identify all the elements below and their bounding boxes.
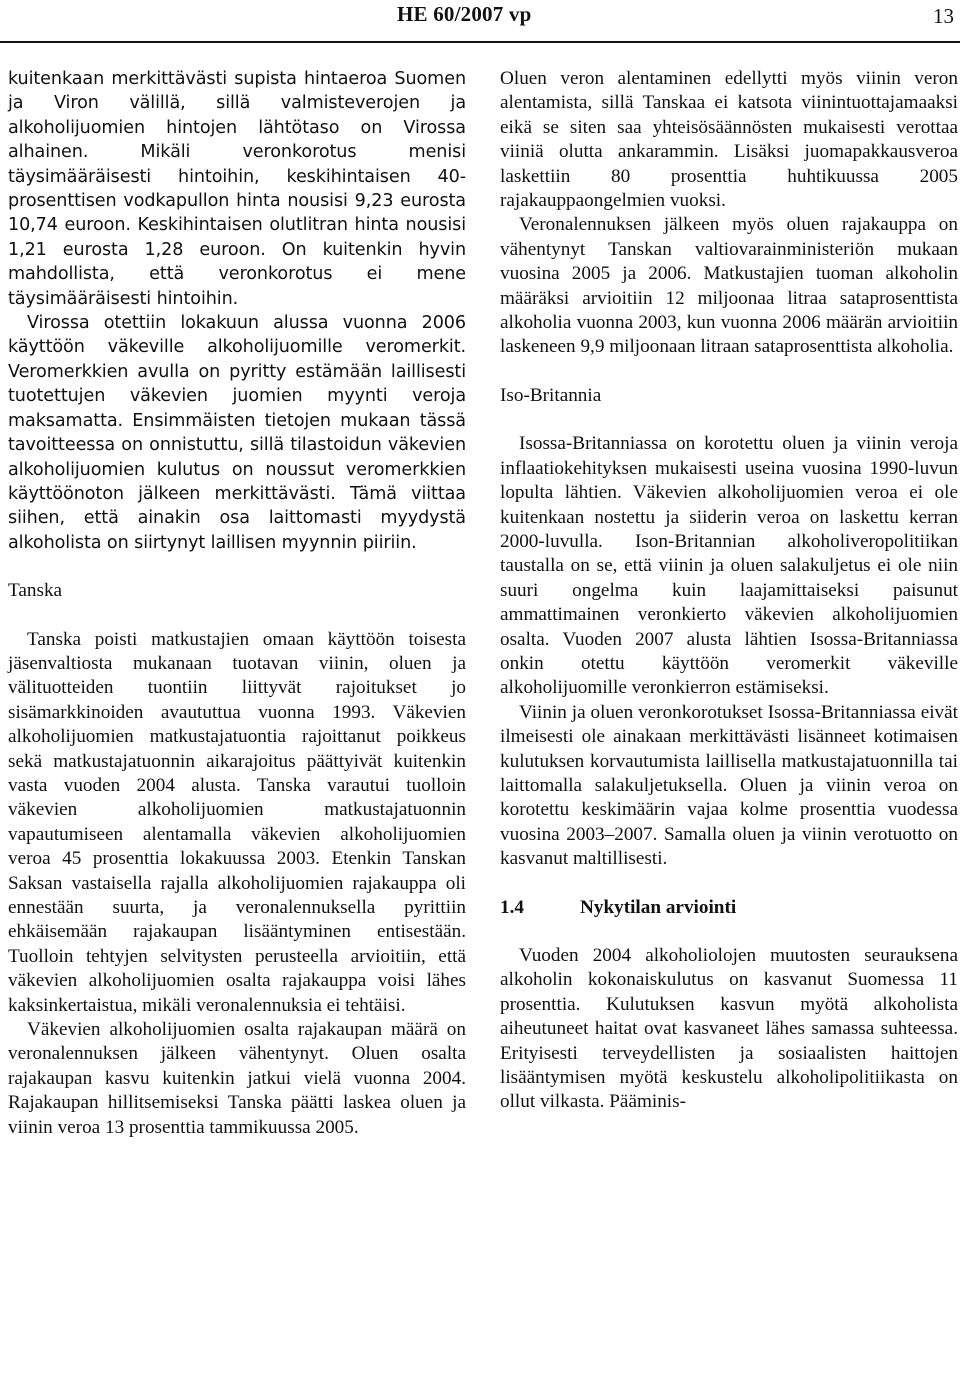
left-column [8,67,466,1140]
section-title: Nykytilan arviointi [580,896,737,918]
heading-iso-britannia: Iso-Britannia [500,384,602,406]
right-column [500,67,958,1115]
sans-text-block [8,67,466,555]
document-id: HE 60/2007 vp [397,2,532,26]
page-header [0,0,960,42]
section-number: 1.4 [500,896,524,918]
paragraph: Tanska poisti matkustajien omaan käyttöön toisesta jäsenvaltiosta mukanaan tuotavan viinin, oluen ja välituotteiden tuontiin liittyvät rajoitukset jo sisämarkkinoiden avaututtua vuonna 1993. Väkevien alkoholijuomien matkustajatuontia rajoittanut poikkeus sekä matkustajatuonnin aikarajoitus päättyivät kuitenkin vasta vuoden 2004 alusta. Tanska varautui tuolloin väkevien alkoholijuomien matkustajatuonnin vapautumiseen alentamalla väkevien alkoholijuomien veroa 45 prosenttia lokakuussa 2003. Etenkin Tanskan Saksan vastaisella rajalla alkoholijuomien rajakauppa oli ennestään suurta, ja veronalennuksella pyrittiin ehkäisemään rajakaupan lisääntyminen entisestään. Tuolloin tehtyjen selvitysten perusteella arvioitiin, että väkevien alkoholijuomien osalta rajakauppa voisi lähes kaksinkertaistua, mikäli veronalennuksia ei tehtäisi. [8,628,466,1016]
heading-tanska: Tanska [8,580,63,602]
header-rule [0,41,960,43]
paragraph: Viinin ja oluen veronkorotukset Isossa-Britanniassa eivät ilmeisesti ole ainakaan merkittävästi lisänneet kotimaisen kulutuksen korvautumista laillisella matkustajatuonnilla tai laittomalla salakuljetuksella. Oluen ja viinin veroa on korotettu keskimäärin vajaa kolme prosenttia vuodessa vuosina 2003–2007. Samalla oluen ja viinin verotuotto on kasvanut maltillisesti. [500,701,958,870]
paragraph: Vuoden 2004 alkoholiolojen muutosten seurauksena alkoholin kokonaiskulutus on kasvanut Suomessa 11 prosenttia. Kulutuksen kasvun myötä alkoholista aiheutuneet haitat ovat kasvaneet lähes samassa suhteessa. Erityisesti terveydellisten ja sosiaalisten haittojen lisääntymisen myötä keskustelu alkoholipolitiikasta on ollut vilkasta. Pääminis- [500,945,958,1113]
paragraph: Isossa-Britanniassa on korotettu oluen ja viinin veroja inflaatiokehityksen mukaisesti useina vuosina 1990-luvun lopulta lähtien. Väkevien alkoholijuomien veroa ei ole kuitenkaan nostettu ja siiderin veroa on laskettu kerran 2000-luvulla. Ison-Britannian alkoholiveropolitiikan taustalla on se, että viinin ja oluen salakuljetus ei ole niin suuri ongelma kuin laajamittaiseksi paisunut ammattimainen veronkierto väkevien alkoholijuomien osalta. Vuoden 2007 alusta lähtien Isossa-Britanniassa onkin otettu käyttöön veromerkit väkeville alkoholijuomille veronkierron estämiseksi. [500,433,958,699]
paragraph: kuitenkaan merkittävästi supista hintaeroa Suomen ja Viron välillä, sillä valmisteverojen ja alkoholijuomien hintojen lähtötaso on Virossa alhainen. Mikäli veronkorotus menisi täysimääräisesti hintoihin, keskihintaisen 40-prosenttisen vodkapullon hinta nousisi 9,23 eurosta 10,74 euroon. Keskihintaisen olutlitran hinta nousisi 1,21 eurosta 1,28 euroon. On kuitenkin hyvin mahdollista, että veronkorotus ei mene täysimääräisesti hintoihin. [8,69,466,309]
page-number: 13 [933,4,954,28]
paragraph: Virossa otettiin lokakuun alussa vuonna 2006 käyttöön väkeville alkoholijuomille veromerkit. Veromerkkien avulla on pyritty estämään laillisesti tuotettujen väkevien juomien myynti veroja maksamatta. Ensimmäisten tietojen mukaan tässä tavoitteessa on onnistuttu, sillä tilastoidun väkevien alkoholijuomien kulutus on noussut veromerkkien käyttöönoton jälkeen merkittävästi. Tämä viittaa siihen, että ainakin osa laittomasti myydystä alkoholista on siirtynyt laillisen myynnin piiriin. [8,313,466,553]
paragraph: Väkevien alkoholijuomien osalta rajakaupan määrä on veronalennuksen jälkeen vähentynyt. Oluen osalta rajakaupan kasvu kuitenkin jatkui vielä vuonna 2004. Rajakaupan hillitsemiseksi Tanska päätti laskea oluen ja viinin veroa 13 prosenttia tammikuussa 2005. [8,1019,466,1138]
paragraph: Oluen veron alentaminen edellytti myös viinin veron alentamista, sillä Tanskaa ei katsota viinintuottajamaaksi eikä se siten saa yhteisösäännösten mukaisesti verottaa viiniä olutta ankarammin. Lisäksi juomapakkausveroa laskettiin 80 prosenttia huhtikuussa 2005 rajakauppaongelmien vuoksi. [500,68,958,212]
section-heading [500,896,958,920]
paragraph: Veronalennuksen jälkeen myös oluen rajakauppa on vähentynyt Tanskan valtiovarainministeriön mukaan vuosina 2005 ja 2006. Matkustajien tuoman alkoholin määräksi arvioitiin 12 miljoonaa litraa sataprosenttista alkoholia vuonna 2003, kun vuonna 2006 määrän arvioitiin laskeneen 9,9 miljoonaan litraan sataprosenttista alkoholia. [500,214,958,358]
